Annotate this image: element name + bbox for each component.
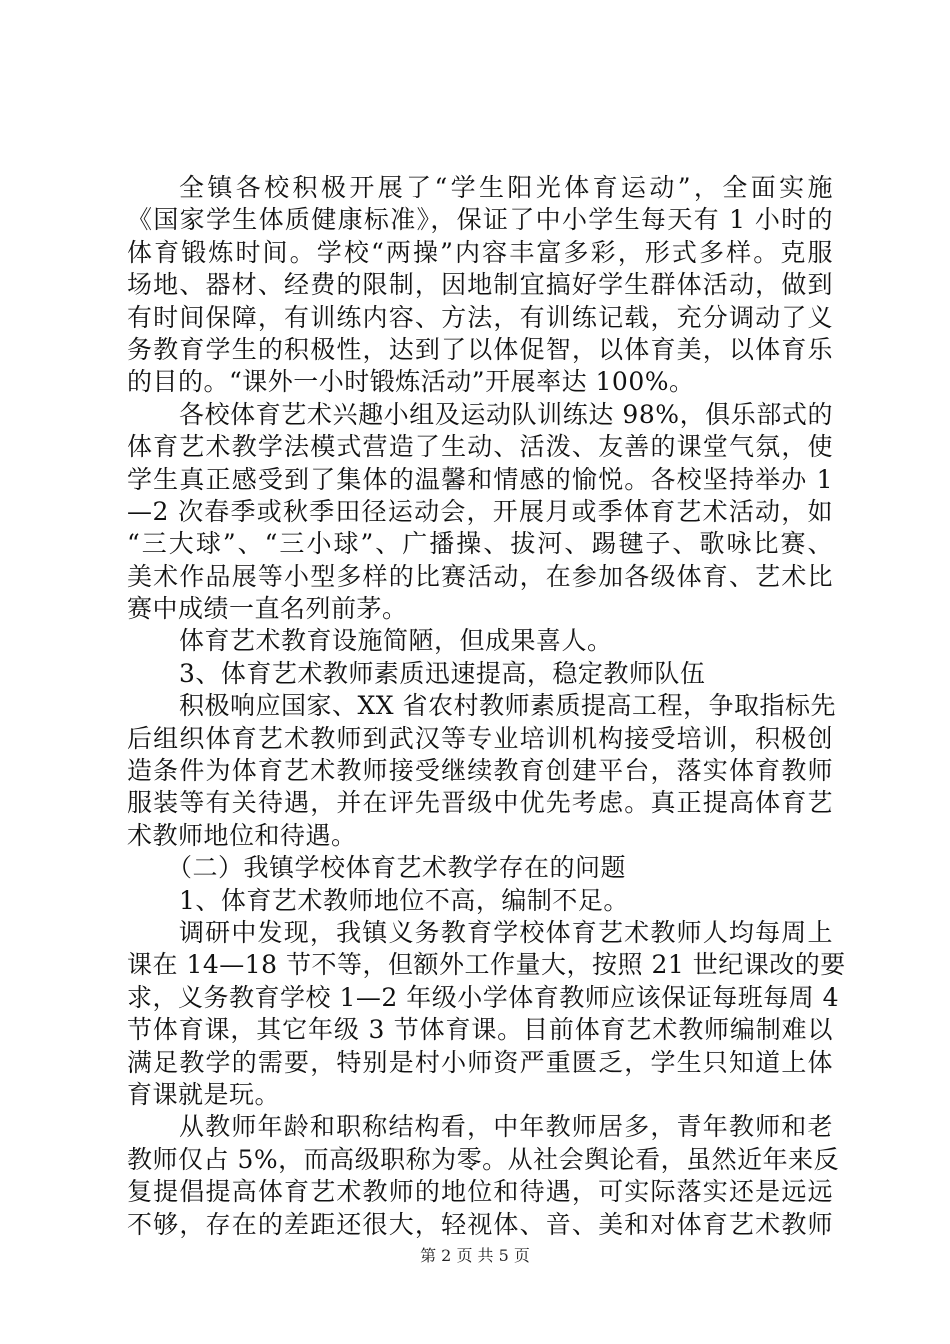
paragraph-line: 服装等有关待遇，并在评先晋级中优先考虑。真正提高体育艺 xyxy=(127,788,833,818)
paragraph-line: 调研中发现，我镇义务教育学校体育艺术教师人均每周上 xyxy=(179,917,833,947)
document-body xyxy=(127,172,846,1241)
paragraph-line: —2 次春季或秋季田径运动会，开展月或季体育艺术活动，如 xyxy=(127,496,833,526)
paragraph-line: 各校体育艺术兴趣小组及运动队训练达 98%，俱乐部式的 xyxy=(179,399,833,429)
paragraph-line: 课在 14—18 节不等，但额外工作量大，按照 21 世纪课改的要 xyxy=(127,950,846,980)
paragraph-line: 学生真正感受到了集体的温馨和情感的愉悦。各校坚持举办 1 xyxy=(127,464,833,494)
paragraph-line: 复提倡提高体育艺术教师的地位和待遇，可实际落实还是远远 xyxy=(127,1177,833,1207)
paragraph-line: 后组织体育艺术教师到武汉等专业培训机构接受培训，积极创 xyxy=(127,723,833,753)
section-heading: 3、体育艺术教师素质迅速提高，稳定教师队伍 xyxy=(179,658,706,688)
section-heading: 1、体育艺术教师地位不高，编制不足。 xyxy=(179,885,629,915)
paragraph-line: 造条件为体育艺术教师接受继续教育创建平台，落实体育教师 xyxy=(127,756,833,786)
paragraph-line: 节体育课，其它年级 3 节体育课。目前体育艺术教师编制难以 xyxy=(127,1015,833,1045)
paragraph-line: 体育锻炼时间。学校“两操”内容丰富多彩，形式多样。克服 xyxy=(127,237,833,267)
paragraph-line: 赛中成绩一直名列前茅。 xyxy=(127,594,408,624)
paragraph-line: 场地、器材、经费的限制，因地制宜搞好学生群体活动，做到 xyxy=(127,270,833,300)
paragraph-line: 育课就是玩。 xyxy=(127,1079,281,1109)
paragraph-line: 全镇各校积极开展了“学生阳光体育运动”，全面实施 xyxy=(179,173,833,202)
paragraph-line: 教师仅占 5%，而高级职称为零。从社会舆论看，虽然近年来反 xyxy=(127,1144,840,1174)
paragraph-line: 《国家学生体质健康标准》，保证了中小学生每天有 1 小时的 xyxy=(127,205,833,235)
paragraph-line: 体育艺术教学法模式营造了生动、活泼、友善的课堂气氛，使 xyxy=(127,432,833,462)
paragraph-line: 体育艺术教育设施简陋，但成果喜人。 xyxy=(179,626,613,656)
paragraph-line: 有时间保障，有训练内容、方法，有训练记载，充分调动了义 xyxy=(127,302,833,332)
paragraph-line: 求，义务教育学校 1—2 年级小学体育教师应该保证每班每周 4 xyxy=(127,982,840,1012)
paragraph-line: 术教师地位和待遇。 xyxy=(127,820,357,850)
paragraph-line: “三大球”、“三小球”、广播操、拔河、踢毽子、歌咏比赛、 xyxy=(127,529,833,559)
section-heading: （二）我镇学校体育艺术教学存在的问题 xyxy=(167,853,627,883)
paragraph-line: 的目的。“课外一小时锻炼活动”开展率达 100%。 xyxy=(127,367,695,397)
paragraph-line: 积极响应国家、XX 省农村教师素质提高工程，争取指标先 xyxy=(179,691,837,721)
page-number-footer: 第 2 页 共 5 页 xyxy=(420,1246,530,1265)
paragraph-line: 不够，存在的差距还很大，轻视体、音、美和对体育艺术教师 xyxy=(127,1209,833,1239)
paragraph-line: 从教师年龄和职称结构看，中年教师居多，青年教师和老 xyxy=(179,1112,833,1142)
paragraph-line: 满足教学的需要，特别是村小师资严重匮乏，学生只知道上体 xyxy=(127,1047,833,1077)
paragraph-line: 务教育学生的积极性，达到了以体促智，以体育美，以体育乐 xyxy=(127,334,833,364)
paragraph-line: 美术作品展等小型多样的比赛活动，在参加各级体育、艺术比 xyxy=(127,561,833,591)
